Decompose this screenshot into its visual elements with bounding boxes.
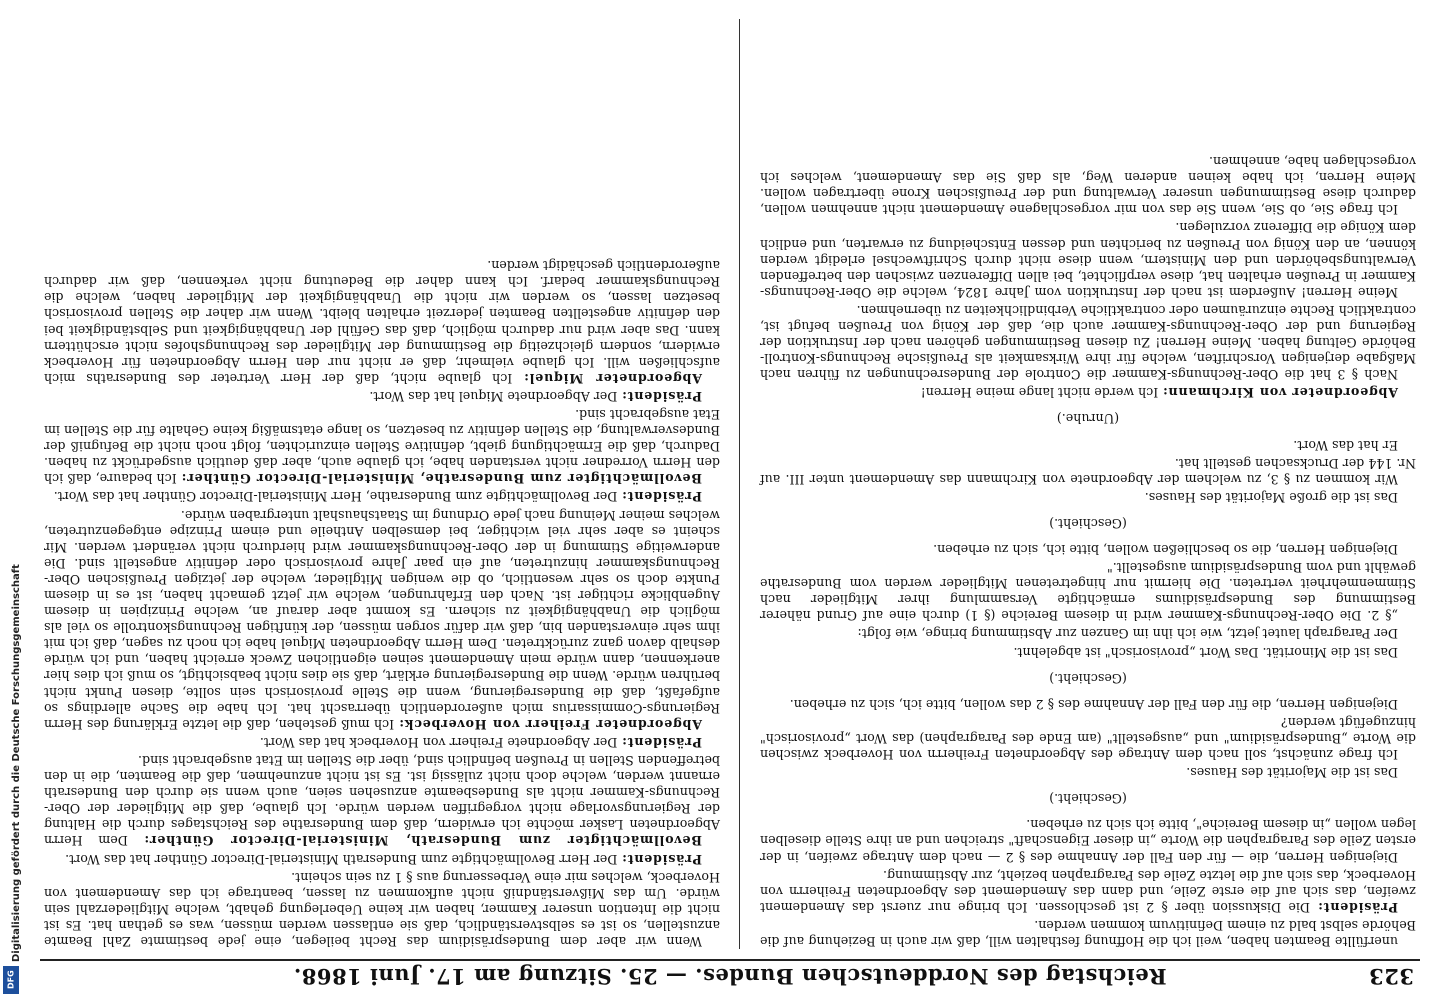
- paragraph-text: Ich werde nicht lange meine Herren!: [920, 385, 1159, 401]
- page-header: [40, 959, 1420, 995]
- paragraph: [760, 153, 1416, 217]
- dfg-logo-icon: DFG: [3, 966, 19, 994]
- speaker-name: Präsident:: [621, 489, 702, 505]
- speaker-name: Präsident:: [621, 734, 702, 750]
- paragraph-text: Ich bedaure, daß ich den Herrn Vorredner nicht verstanden habe, ich glaube auch, aber daß deutlich ausgedrückt zu haben. Dadurch, daß die Ermächtigung giebt, definitive Stellen einzurichten, folgt noch nicht die Befugniß der Bundesverwaltung, die Stellen definitiv zu besetzen, so lange etatsmäßig keine Gehalte für die Stellen im Etat ausgebracht sind.: [44, 407, 720, 487]
- paragraph: [760, 764, 1416, 780]
- paragraph: [44, 734, 720, 750]
- paragraph-text: Der Herr Bevollmächtigte zum Bundesrath Ministerial-Director Günther hat das Wort.: [65, 851, 618, 867]
- paragraph-text: Der Abgeordnete Freiherr von Hoverbeck hat das Wort.: [259, 734, 618, 750]
- page-title: Reichstag des Norddeutschen Bundes. — 25. Sitzung am 17. Juni 1868.: [293, 964, 1167, 989]
- paragraph-text: Die Diskussion über § 2 ist geschlossen. Ich bringe nur zuerst das Amendement zweifen, das sich auf die erste Zeile, und dann das Amendement des Abgeordneten Freiherrn von Hoverbeck, das sich auf die letzte Zeile des Paragraphen bezieht, zur Abstimmung.: [760, 867, 1416, 915]
- paragraph: [760, 515, 1416, 531]
- paragraph: [760, 867, 1416, 915]
- right-text-column: [44, 19, 732, 949]
- paragraph: [760, 917, 1416, 949]
- paragraph: [760, 670, 1416, 686]
- paragraph-text: Dem Herrn Abgeordneten Lasker möchte ich erwidern, daß dem Bundesrathe des Reichstages durch die Haltung der Regierungsvorlage nicht vorgegriffen werden würde. Ich glaube, daß die Mitglieder der Ober-Rechnungs-Kammer nicht als Bundesbeamte anzusehen seien, auch wenn sie durch den Bundesrath ernannt werden, welche doch nicht zulässig ist. Es ist nicht anzunehmen, daß die Beamten, die in den betreffenden Stellen in Preußen befindlich sind, über die Stellen im Etat ausgebracht sind.: [44, 752, 720, 849]
- scanned-page: [40, 10, 1420, 995]
- paragraph-text: Der Bevollmächtigte zum Bundesrathe, Herr Ministerial-Director Günther hat das Wort.: [53, 489, 618, 505]
- speaker-name: Präsident:: [621, 851, 702, 867]
- speaker-name: Abgeordneter Miquel:: [523, 370, 702, 386]
- speaker-name: Präsident:: [1317, 899, 1398, 915]
- paragraph-text: Nach § 3 hat die Ober-Rechnungs-Kammer die Controle der Bundesrechnungen zu führen nach Maßgabe derjenigen Vorschriften, welche für ihre Wirksamkeit als Preußische Rechnungs-Kontroll-Behörde Geltung haben. Meine Herren! Zu diesen Bestimmungen gehören nach der Instruktion der Regierung und der Ober-Rechnungs-Kammer auch die, daß der König von Preußen befugt ist, contraktlich Rechte einzuräumen oder contraktliche Verbindlichkeiten zu übernehmen.: [760, 302, 1416, 383]
- speaker-name: Präsident:: [621, 388, 702, 404]
- paragraph-text: Ich glaube nicht, daß der Herr Vertreter des Bundesraths mich aufschließen will. Ich glaube vielmehr, daß er nicht nur den Herrn Abgeordneten für Hoverbeck erwidern, sondern gleichzeitig die Bestimmung der Mitglieder des Rechnungshofes nicht erschüttern kann. Das aber wird nur dadurch möglich, daß das Gefühl der Unabhängigkeit und Selbständigkeit bei den definitiv angestellten Beamten jederzeit erhalten bleibt. Wenn wir daher die Stellen provisorisch besetzen lassen, so werden wir nicht die Unabhängigkeit der Mitglieder haben, welche die Rechnungskammer bedarf. Ich kann daher die Bedeutung nicht verkennen, daß wir dadurch außerordentlich geschädigt werden.: [44, 258, 720, 386]
- paragraph: [760, 302, 1416, 382]
- paragraph-text: Ich frage Sie, ob Sie, wenn Sie das von mir vorgeschlagene Amendement nicht annehmen wollen, dadurch diese Bestimmungen unserer Verwaltung und der Preußischen Krone übertragen wollen. Meine Herren, ich habe keinen anderen Weg, als daß Sie das Amendement, welches ich vorgeschlagen habe, annehmen.: [760, 154, 1416, 218]
- paragraph: [44, 752, 720, 849]
- paragraph-text: Diejenigen Herren, die für den Fall der Annahme des § 2 das wollen, bitte ich, sich zu erheben.: [789, 696, 1398, 712]
- paragraph-text: (Unruhe.): [1056, 411, 1120, 427]
- paragraph-text: (Geschieht.): [1049, 670, 1127, 686]
- left-text-column: [748, 19, 1416, 949]
- paragraph-text: Das ist die Minorität. Das Wort „provisorisch" ist abgelehnt.: [1013, 644, 1398, 660]
- paragraph: [760, 816, 1416, 864]
- paragraph-text: Er hat das Wort.: [1293, 437, 1398, 453]
- paragraph: [760, 384, 1416, 400]
- paragraph: [760, 455, 1416, 487]
- paragraph: [760, 644, 1416, 660]
- paragraph-text: „§ 2. Die Ober-Rechnungs-Kammer wird in diesem Bereiche (§ 1) durch eine auf Grund näherer Bestimmung des Bundespräsidiums ermächtigte Versammlung ihrer Mitglieder nach Stimmenmehrheit vertreten. Die hiermit nur hingetretenen Mitglieder werden vom Bundesrathe gewählt und vom Bundespräsidium ausgestellt.": [760, 560, 1416, 624]
- paragraph: [760, 541, 1416, 557]
- paragraph: [44, 406, 720, 486]
- speaker-name: Bevollmächtigter zum Bundesrath, Ministerial-Director Günther:: [143, 833, 702, 849]
- speaker-name: Abgeordneter von Kirchmann:: [1162, 385, 1398, 401]
- paragraph: [760, 559, 1416, 623]
- speaker-name: Abgeordneter Freiherr von Hoverbeck:: [398, 716, 702, 732]
- paragraph-text: Das ist die große Majorität des Hauses.: [1144, 489, 1398, 505]
- speaker-name: Bevollmächtigter zum Bundesrathe, Ministerial-Director Günther:: [180, 471, 702, 487]
- digitization-side-strip: [0, 0, 22, 1000]
- paragraph: [44, 388, 720, 404]
- paragraph: [760, 790, 1416, 806]
- paragraph-text: Wenn wir aber dem Bundespräsidium das Recht beilegen, eine jede bestimmte Zahl Beamte anzustellen, so ist es selbstverständlich, daß sie entlassen werden müssen, was es gethan hat. Es ist nicht die Intention unserer Kammer, haben wir keine Ueberlegung gehabt, welche Mitgliederzahl sein würde. Um das Mißverständniß nicht aufkommen zu lassen, beantrage ich das Amendement von Hoverbeck, welches mir eine Verbesserung aus § 1 zu sein scheint.: [44, 869, 720, 949]
- paragraph: [44, 869, 720, 949]
- column-divider: [739, 19, 740, 949]
- paragraph: [760, 219, 1416, 299]
- paragraph-text: Wir kommen zu § 3, zu welchem der Abgeordnete von Kirchmann das Amendement unter III. auf Nr. 144 der Drucksachen gestellt hat.: [760, 455, 1416, 487]
- paragraph: [44, 488, 720, 504]
- paragraph-text: unerfüllte Beamten haben, weil ich die Hoffnung festhalten will, daß wir auch in Beziehung auf die Behörde selbst bald zu einem Definitivum kommen werden.: [760, 917, 1416, 949]
- paragraph: [760, 696, 1416, 712]
- page-number: 323: [1368, 964, 1414, 989]
- paragraph-text: Ich muß gestehen, daß die letzte Erklärung des Herrn Regierungs-Commissarius mich außerordentlich überrascht hat. Ich habe die Sache allerdings so aufgefaßt, daß die Bundesregierung, wenn die Stelle provisorisch sein sollte, diesen Punkt nicht berühren würde. Wenn die Bundesregierung erklärt, daß sie dies nicht beabsichtigt, so muß ich dies hier anerkennen, dann würde mein Amendement seinen eigentlichen Zweck erreicht haben, und ich würde deshalb davon ganz zurücktreten. Dem Herrn Abgeordneten Miquel habe ich noch zu sagen, daß ich mit ihm sehr einverstanden bin, daß wir dafür sorgen müssen, der künftigen Rechnungskontrolle so viel als möglich die Unabhängigkeit zu sichern. Es kommt aber darauf an, welche Prinzipien in diesem Augenblicke richtiger ist. Nach den Erfahrungen, welche wir jetzt gemacht haben, ist es in diesem Punkte doch so sehr wesentlich, ob die wenigen Mitglieder, welche der jetzigen Preußischen Ober-Rechnungskammer hinzutreten, auf ein paar Jahre provisorisch oder definitiv angestellt sind. Die anderweitige Stimmung in der Ober-Rechnungskammer wird hierdurch nicht verändert werden. Mir scheint es aber sehr viel wichtiger, bei demselben Antheile und einem Prinzipe entgegenzutreten, welches meiner Meinung nach jede Ordnung im Staatshaushalt untergraben würde.: [44, 507, 720, 732]
- paragraph-text: (Geschieht.): [1049, 791, 1127, 807]
- paragraph-text: (Geschieht.): [1049, 515, 1127, 531]
- paragraph-text: Diejenigen Herren, die — für den Fall der Annahme des § 2 — nach dem Antrage zweifen, in der ersten Zeile des Paragraphen die Worte „in dieser Eigenschaft" streichen und an ihre Stelle dieselben legen wollen „in diesem Bereiche", bitte ich sich zu erheben.: [760, 817, 1416, 865]
- paragraph-text: Der Abgeordnete Miquel hat das Wort.: [369, 388, 618, 404]
- paragraph-text: Der Paragraph lautet jetzt, wie ich ihn im Ganzen zur Abstimmung bringe, wie folgt:: [857, 626, 1398, 642]
- paragraph: [760, 489, 1416, 505]
- paragraph-text: Ich frage zunächst, soll nach dem Antrage des Abgeordneten Freiherrn von Hoverbeck zwischen die Worte „Bundespräsidium" und „ausgestellt" (am Ende des Paragraphen) das Wort „provisorisch" hinzugefügt werden?: [760, 714, 1416, 763]
- paragraph: [44, 850, 720, 866]
- digitization-note: Digitalisierung gefördert durch die Deutsche Forschungsgemeinschaft: [11, 564, 22, 962]
- paragraph: [760, 625, 1416, 641]
- paragraph-text: Das ist die Majorität des Hauses.: [1186, 765, 1398, 781]
- paragraph-text: Meine Herren! Außerdem ist nach der Instruktion vom Jahre 1824, welche die Ober-Rechnungs-Kammer in Preußen erhalten hat, diese verpflichtet, bei allen Differenzen zwischen den betreffenden Verwaltungsbehörden und den Ministern, wenn diese nicht durch Schriftwechsel erledigt werden können, an den König von Preußen zu berichten und dessen Entscheidung zu erwarten, und endlich dem Könige die Differenz vorzulegen.: [760, 220, 1416, 300]
- paragraph: [44, 506, 720, 731]
- paragraph: [760, 436, 1416, 452]
- paragraph: [44, 257, 720, 386]
- paragraph: [760, 410, 1416, 426]
- paragraph: [760, 714, 1416, 762]
- paragraph-text: Diejenigen Herren, die so beschließen wollen, bitte ich, sich zu erheben.: [933, 542, 1398, 558]
